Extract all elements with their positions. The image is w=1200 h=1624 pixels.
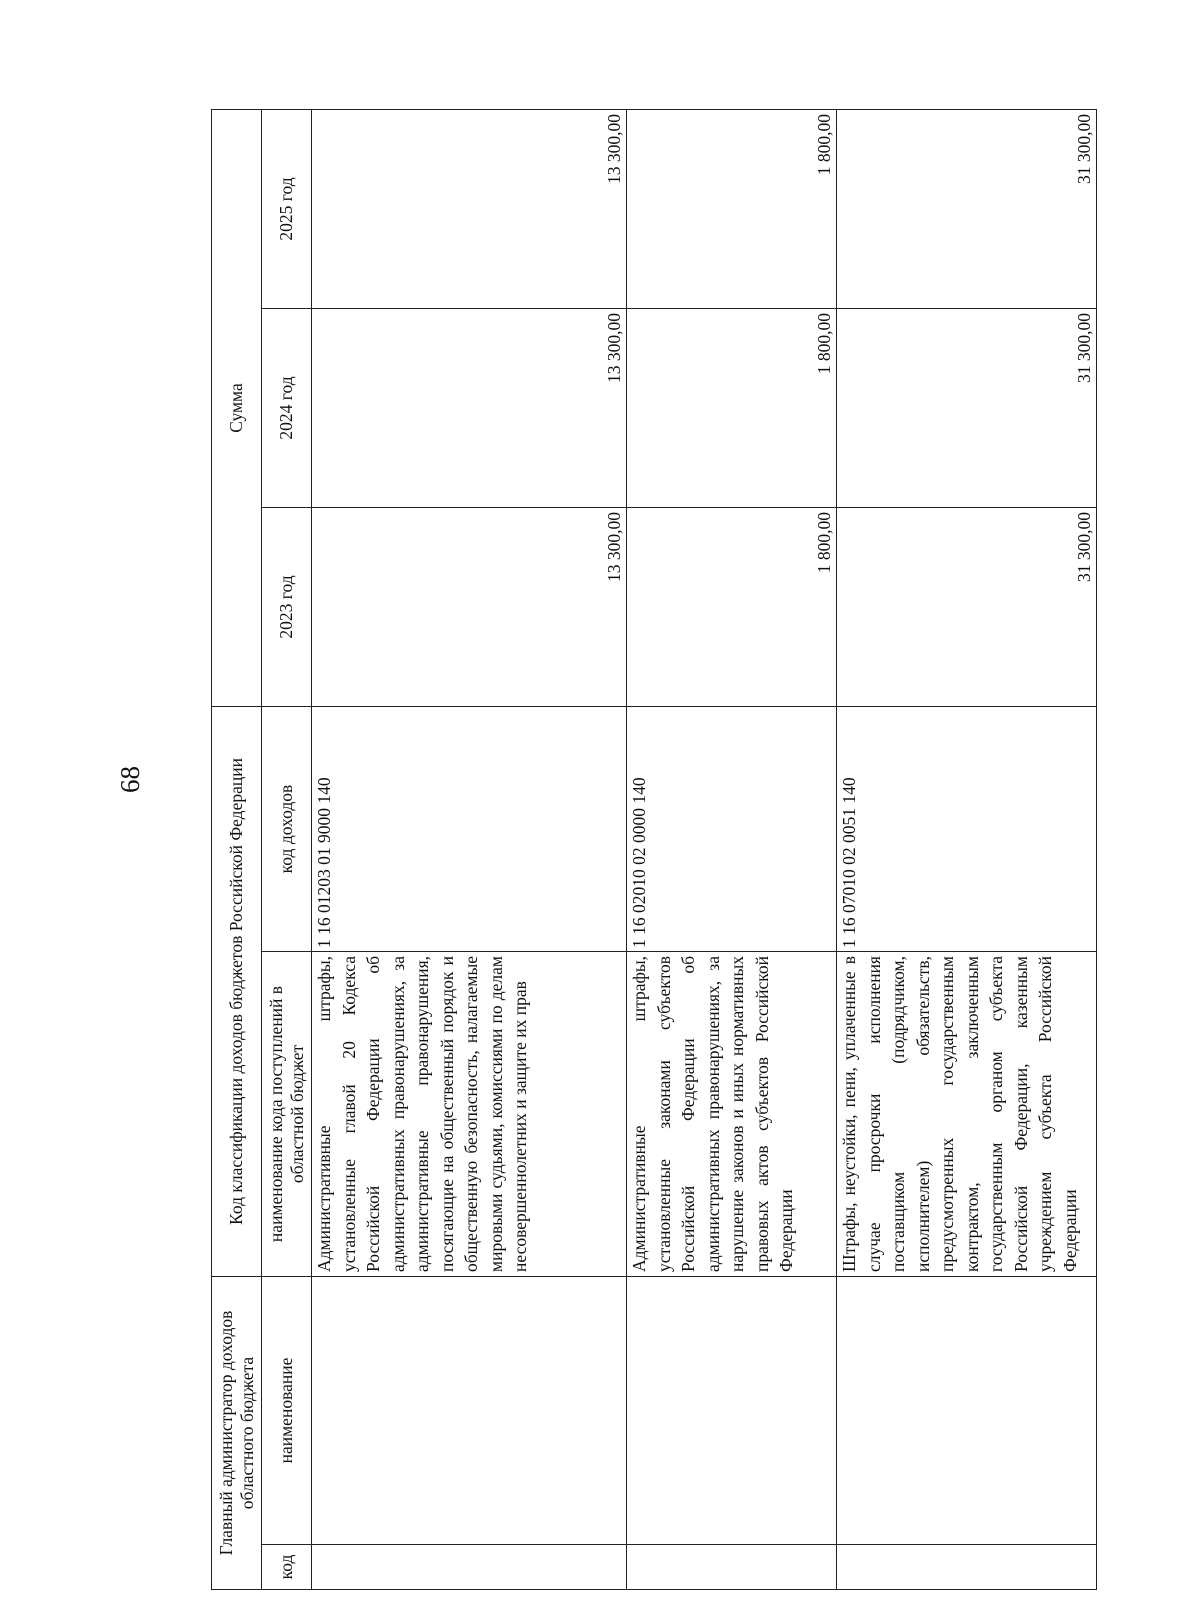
header-classification-group: Код классификации доходов бюджетов Российской Федерации xyxy=(212,707,262,1277)
row-admin-name xyxy=(837,1277,1097,1545)
row-value-2024: 31 300,00 xyxy=(837,309,1097,508)
header-naimenovanie: наименование xyxy=(262,1277,312,1545)
page-number: 68 xyxy=(115,766,145,793)
row-value-2023: 13 300,00 xyxy=(312,508,627,707)
row-value-2024: 13 300,00 xyxy=(312,309,627,508)
row-revenue-code: 1 16 01203 01 9000 140 xyxy=(312,707,627,952)
row-value-2025: 1 800,00 xyxy=(627,109,837,308)
row-description: Административные штрафы, установленные законами субъектов Российской Федерации об административных правонарушениях, за нарушение законов и иных нормативных правовых актов субъектов Российской Федерации xyxy=(627,952,837,1277)
row-revenue-code: 1 16 07010 02 0051 140 xyxy=(837,707,1097,952)
header-kod: код xyxy=(262,1545,312,1590)
header-classification-name: наименование кода поступлений в областной бюджет xyxy=(262,952,312,1277)
rotated-table-container xyxy=(211,110,1111,1590)
row-admin-code xyxy=(627,1545,837,1590)
row-description: Административные штрафы, установленные главой 20 Кодекса Российской Федерации об административных правонарушениях, за административные правонарушения, посягающие на общественный порядок и общественную безопасность, налагаемые мировыми судьями, комиссиями по делам несовершеннолетних и защите их прав xyxy=(312,952,627,1277)
table-row xyxy=(837,109,1097,1589)
budget-revenue-table xyxy=(211,109,1097,1590)
header-sum: Сумма xyxy=(212,109,262,706)
row-value-2023: 1 800,00 xyxy=(627,508,837,707)
table-row xyxy=(312,109,627,1589)
header-admin-group: Главный администратор доходов областного бюджета xyxy=(212,1277,262,1590)
header-revenue-code: код доходов xyxy=(262,707,312,952)
row-description: Штрафы, неустойки, пени, уплаченные в случае просрочки исполнения поставщиком (подрядчиком, исполнителем) обязательств, предусмотренных государственным контрактом, заключенным государственным органом субъекта Российской Федерации, казенным учреждением субъекта Российской Федерации xyxy=(837,952,1097,1277)
row-admin-name xyxy=(627,1277,837,1545)
row-admin-code xyxy=(837,1545,1097,1590)
header-year-2023: 2023 год xyxy=(262,508,312,707)
row-revenue-code: 1 16 02010 02 0000 140 xyxy=(627,707,837,952)
row-value-2023: 31 300,00 xyxy=(837,508,1097,707)
table-row xyxy=(627,109,837,1589)
row-admin-code xyxy=(312,1545,627,1590)
row-value-2024: 1 800,00 xyxy=(627,309,837,508)
row-admin-name xyxy=(312,1277,627,1545)
header-year-2025: 2025 год xyxy=(262,109,312,308)
row-value-2025: 31 300,00 xyxy=(837,109,1097,308)
row-value-2025: 13 300,00 xyxy=(312,109,627,308)
header-year-2024: 2024 год xyxy=(262,309,312,508)
